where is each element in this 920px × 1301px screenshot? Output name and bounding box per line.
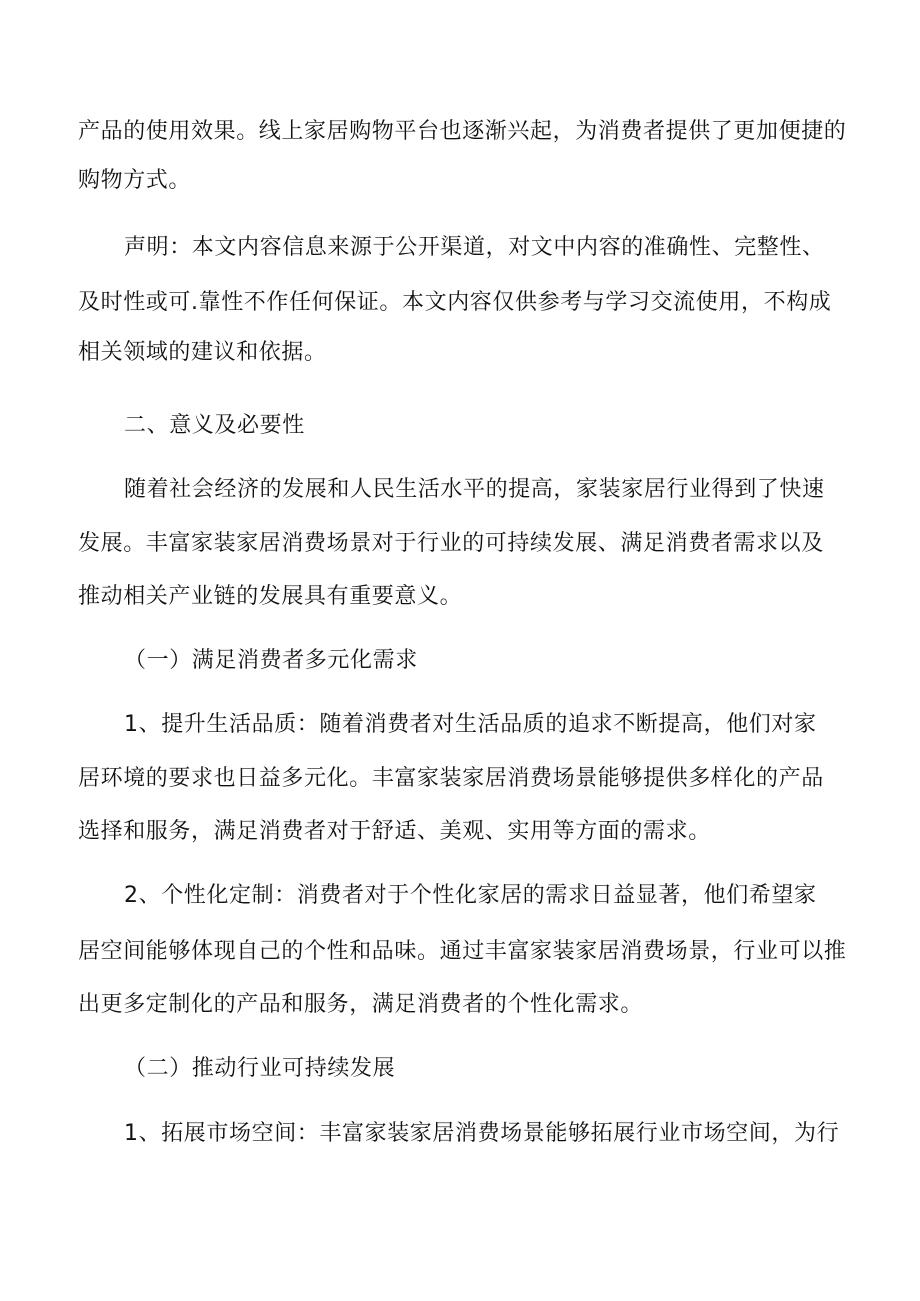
list-item-line: 居环境的要求也日益多元化。丰富家装家居消费场景能够提供多样化的产品 bbox=[78, 766, 824, 791]
paragraph-line: 随着社会经济的发展和人民生活水平的提高，家装家居行业得到了快速 bbox=[124, 477, 825, 502]
list-item-line: 2、个性化定制：消费者对于个性化家居的需求日益显著，他们希望家 bbox=[124, 883, 817, 908]
list-item-line: 出更多定制化的产品和服务，满足消费者的个性化需求。 bbox=[78, 992, 644, 1017]
paragraph-line: 推动相关产业链的发展具有重要意义。 bbox=[78, 584, 463, 609]
list-item-line: 1、提升生活品质：随着消费者对生活品质的追求不断提高，他们对家 bbox=[124, 712, 817, 737]
subsection-heading: （二）推动行业可持续发展 bbox=[124, 1056, 396, 1081]
paragraph-line: 购物方式。 bbox=[78, 168, 192, 193]
paragraph-line: 产品的使用效果。线上家居购物平台也逐渐兴起，为消费者提供了更加便捷的 bbox=[78, 119, 847, 144]
list-item-line: 1、拓展市场空间：丰富家装家居消费场景能够拓展行业市场空间，为行 bbox=[124, 1121, 840, 1146]
disclaimer-line: 及时性或可.靠性不作任何保证。本文内容仅供参考与学习交流使用，不构成 bbox=[78, 290, 832, 315]
list-item-line: 居空间能够体现自己的个性和品味。通过丰富家装家居消费场景，行业可以推 bbox=[78, 939, 847, 964]
subsection-heading: （一）满足消费者多元化需求 bbox=[124, 648, 418, 673]
list-item-line: 选择和服务，满足消费者对于舒适、美观、实用等方面的需求。 bbox=[78, 819, 711, 844]
paragraph-line: 发展。丰富家装家居消费场景对于行业的可持续发展、满足消费者需求以及 bbox=[78, 531, 824, 556]
section-heading: 二、意义及必要性 bbox=[124, 413, 305, 438]
disclaimer-line: 相关领域的建议和依据。 bbox=[78, 340, 327, 365]
disclaimer-line: 声明：本文内容信息来源于公开渠道，对文中内容的准确性、完整性、 bbox=[124, 235, 825, 260]
